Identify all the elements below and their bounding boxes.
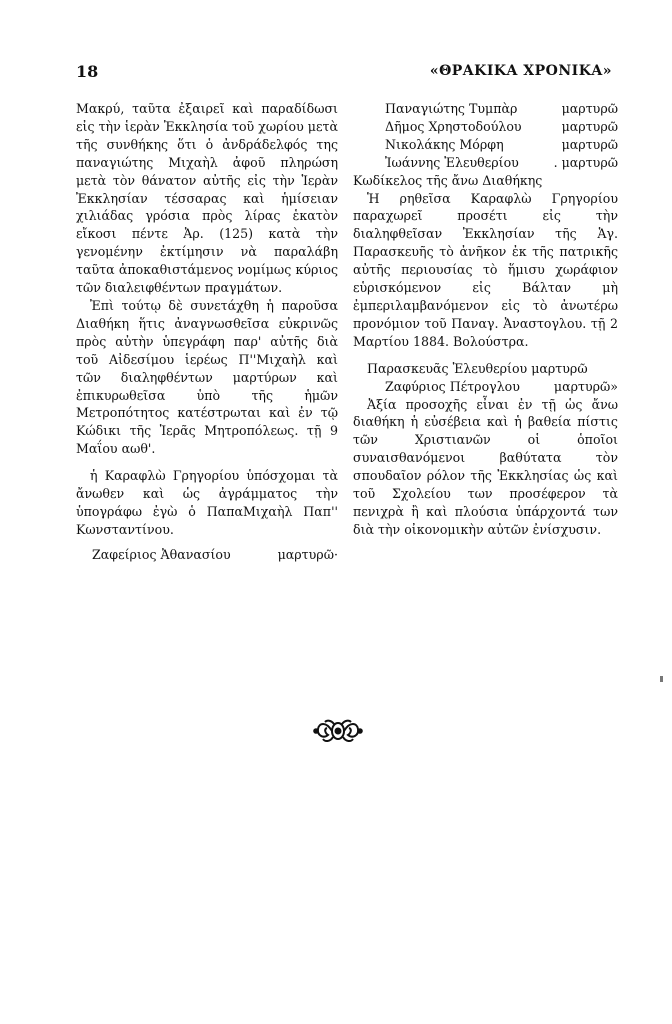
scan-mark [660, 676, 663, 682]
witness-role: μαρτυρῶ [561, 136, 618, 152]
witness-name: Ἰωάννης Ἐλευθερίου [385, 154, 519, 170]
right-paragraph-1: Ἡ ρηθεῖσα Καραφλὼ Γρηγορίου παραχωρεῖ προσέτι εἰς τὴν διαληφθεῖσαν Ἐκκλησίαν τῆς Ἁγ. Παρασκευῆς τὸ ἀνῆκον ἐκ τῆς πατρικῆς αὐτῆς περιουσίας τὸ ἥμισυ χωράφιον εὑρισκόμενον εἰς Βάλταν μὴ ἐμπεριλαμβανόμενον εἰς τὸ ἀνωτέρω προνόμιον τοῦ Παναγ. Ἀναστογλου. τῇ 2 Μαρτίου 1884. Βολούστρα. [353, 190, 618, 349]
signature-name: Ζαφύριος Πέτρογλου [385, 378, 520, 394]
witness-line [353, 136, 618, 154]
signature-role: μαρτυρῶ» [553, 378, 618, 394]
signature-line [353, 360, 618, 378]
running-title: «ΘΡΑΚΙΚΑ ΧΡΟΝΙΚΑ» [429, 63, 612, 79]
witness-role: μαρτυρῶ [561, 118, 618, 134]
witness-role: μαρτυρῶ· [277, 546, 338, 562]
left-paragraph-3: ἡ Καραφλὼ Γρηγορίου ὑπόσχομαι τὰ ἄνωθεν καὶ ὡς ἀγράμματος τὴν ὑπογράφω ἐγὼ ὁ ΠαπαΜιχαὴλ Παπ'' Κωνσταντίνου. [76, 468, 338, 537]
left-paragraph-2: Ἐπὶ τούτῳ δὲ συνετάχθη ἡ παροῦσα Διαθήκη ἥτις ἀναγνωσθεῖσα εὐκρινῶς πρὸς αὐτὴν ὑπεγράφη παρ' αὐτῆς διὰ τοῦ Αἰδεσίμου ἱερέως Π''Μιχαὴλ καὶ τῶν διαληφθέντων μαρτύρων καὶ ἐπικυρωθεῖσα ὑπὸ τῆς ἡμῶν Μετροπότητος κατέστρωται καὶ ἐν τῷ Κώδικι τῆς Ἱερᾶς Μητροπόλεως. τῇ 9 Μαΐου αωθ'. [76, 297, 338, 457]
witness-line [353, 118, 618, 136]
witness-role: . μαρτυρῶ [553, 154, 618, 170]
page-header [70, 62, 612, 88]
right-column [353, 100, 618, 539]
signature-name: Παρασκευᾶς Ἐλευθερίου μαρτυρῶ [367, 360, 588, 376]
right-paragraph-2: Ἀξία προσοχῆς εἶναι ἐν τῇ ὡς ἄνω διαθήκη ἡ εὐσέβεια καὶ ἡ βαθεία πίστις τῶν Χριστιανῶν οἱ ὁποῖοι συναισθανόμενοι βαθύτατα τὸν σπουδαῖον ρόλον τῆς Ἐκκλησίας ὡς καὶ τοῦ Σχολείου των προσέφερον τὰ πενιχρὰ ἢ καὶ πλούσια ὑπάρχοντά των διὰ τὴν οἰκονομικὴν αὐτῶν ἐνίσχυσιν. [353, 396, 618, 537]
witness-role: μαρτυρῶ [561, 101, 618, 116]
witness-line [353, 100, 618, 118]
codicil-heading: Κωδίκελος τῆς ἄνω Διαθήκης [353, 172, 543, 188]
witness-name: Νικολάκης Μόρφη [385, 136, 504, 152]
left-column [76, 100, 338, 564]
floral-ornament-icon [313, 718, 363, 748]
witness-line [353, 154, 618, 172]
left-paragraph-1: Μακρύ, ταῦτα ἐξαιρεῖ καὶ παραδίδωσι εἰς τὴν ἱερὰν Ἐκκλησία τοῦ χωρίου μετὰ τῆς συνθήκης ὅτι ὁ ἀνδράδελφός της παναγιώτης Μιχαὴλ ἀφοῦ πληρώση μετὰ τὸν θάνατον αὐτῆς εἰς τὴν Ἱερὰν Ἐκκλησίαν τέσσαρας καὶ ἡμίσειαν χιλιάδας γρόσια πρὸς λίρας ἑκατὸν εἴκοσι πέντε Ἀρ. (125) κατὰ τὴν γενομένην ἐκτίμησιν νὰ παραλάβη ταῦτα ἀποκαθιστάμενος νομίμως κύριος τῶν διαλειφθέντων πραγμάτων. [76, 101, 338, 296]
page-number: 18 [76, 62, 99, 81]
witness-name: Δῆμος Χρηστοδούλου [385, 118, 522, 134]
signature-line [353, 378, 618, 396]
witness-name: Παναγιώτης Τυμπὰρ [385, 101, 518, 116]
witness-name: Ζαφείριος Ἀθανασίου [92, 546, 231, 562]
witness-line [76, 546, 338, 564]
